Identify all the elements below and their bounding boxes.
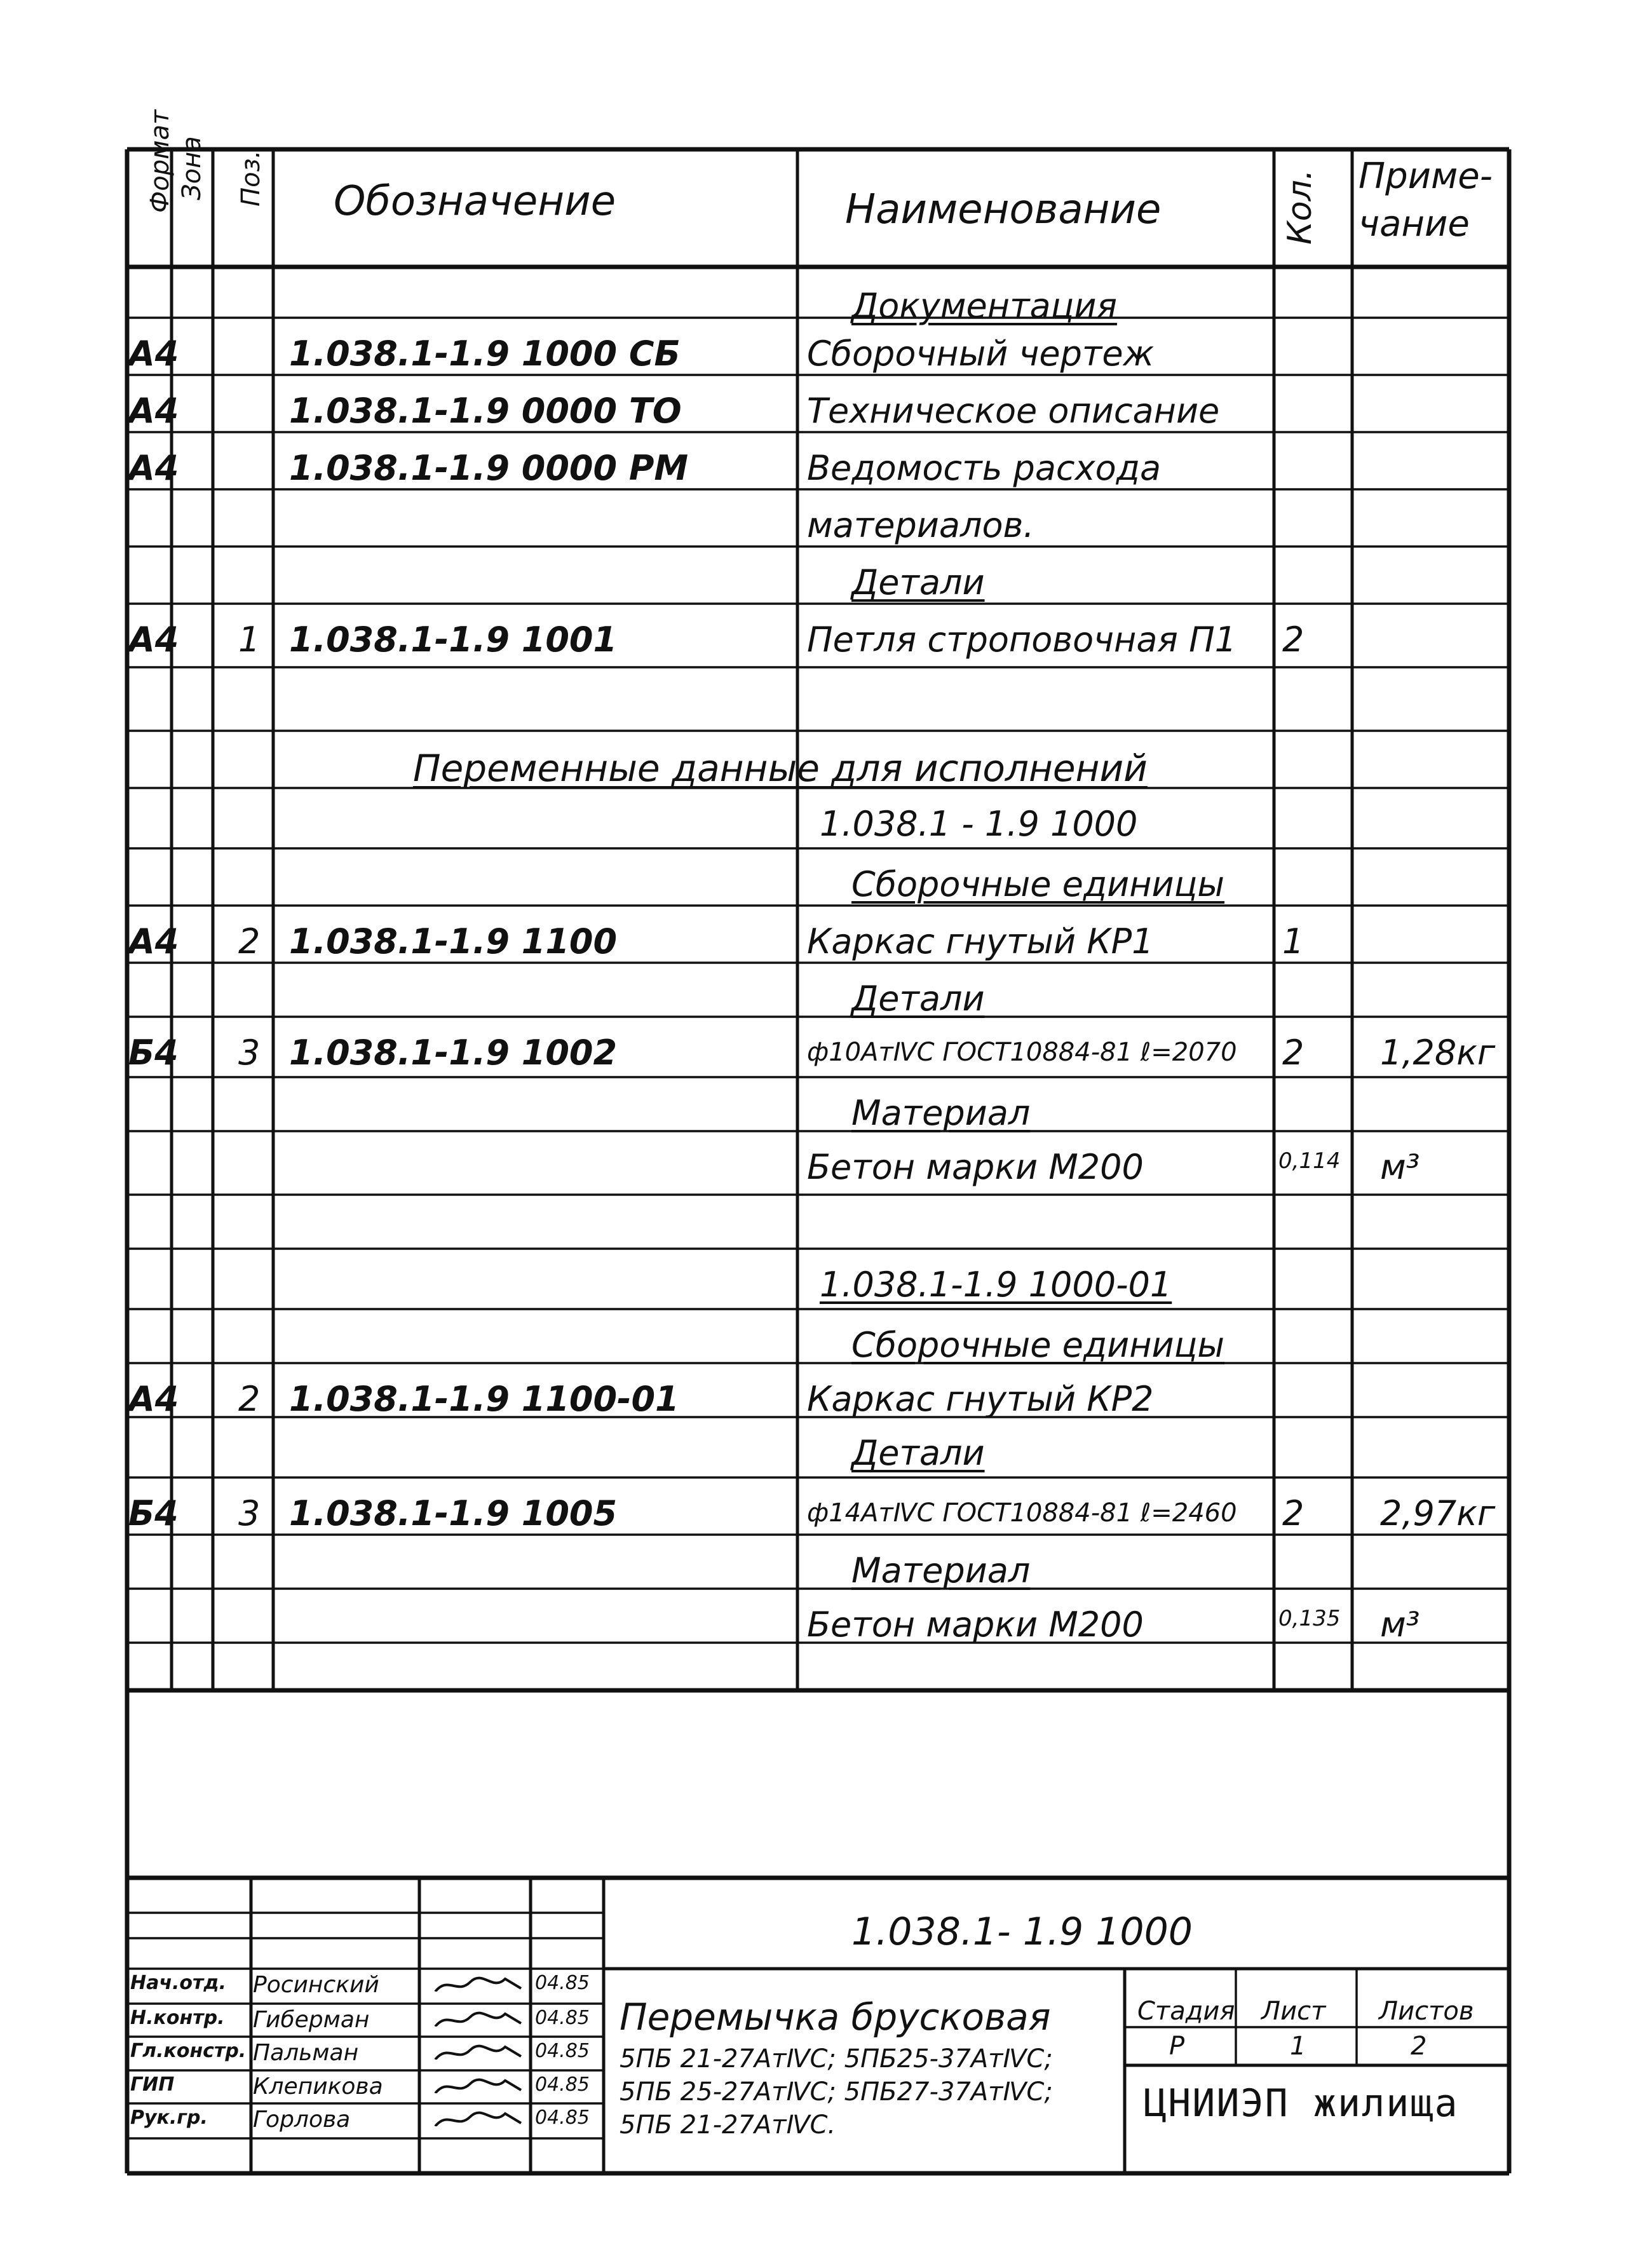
signer-name: Пальман — [253, 2040, 359, 2066]
row-name: Техническое описание — [807, 391, 1220, 431]
row-qty: 2 — [1282, 620, 1304, 660]
row-format: А4 — [128, 1379, 179, 1419]
header-note-line1: Приме- — [1359, 156, 1493, 197]
row-designation: 1.038.1-1.9 0000 ТО — [289, 391, 682, 431]
row-name: Бетон марки М200 — [807, 1605, 1144, 1645]
row-pos: 2 — [238, 1379, 261, 1419]
signature-mark — [432, 2007, 527, 2027]
row-note: 1,28кг — [1380, 1033, 1496, 1073]
signer-role: Рук.гр. — [130, 2107, 208, 2129]
row-qty: 1 — [1282, 921, 1304, 961]
signer-role: Нач.отд. — [130, 1972, 226, 1994]
row-format: А4 — [128, 620, 179, 660]
row-format: А4 — [128, 921, 179, 961]
row-name: ф10АтⅣС ГОСТ10884-81 ℓ=2070 — [807, 1038, 1237, 1067]
header-pos: Поз. — [236, 150, 266, 207]
sheets-value: 2 — [1411, 2032, 1427, 2061]
row-designation: 1.038.1-1.9 1100-01 — [289, 1379, 679, 1419]
product-name: Перемычка брусковая — [620, 1995, 1051, 2039]
sheets-label: Листов — [1379, 1997, 1474, 2026]
sheet-value: 1 — [1290, 2032, 1306, 2061]
variant-2: 5ПБ 25-27АтⅣС; 5ПБ27-37АтⅣС; — [620, 2077, 1053, 2107]
organization: ЦНИИЭП жилища — [1144, 2081, 1459, 2126]
row-name: Бетон марки М200 — [807, 1147, 1144, 1187]
row-format: Б4 — [128, 1033, 179, 1073]
header-name: Наименование — [845, 186, 1162, 233]
row-qty: 2 — [1282, 1493, 1304, 1533]
row-designation: 1.038.1-1.9 1100 — [289, 921, 618, 961]
row-designation: 1.038.1-1.9 1002 — [289, 1033, 618, 1073]
header-designation: Обозначение — [334, 178, 616, 225]
row-name: Материал — [851, 1551, 1031, 1591]
row-format: А4 — [128, 448, 179, 488]
row-name: Петля строповочная П1 — [807, 620, 1237, 660]
signer-role: Н.контр. — [130, 2007, 225, 2029]
row-name: Ведомость расхода — [807, 448, 1162, 488]
header-zone: Зона — [177, 136, 207, 200]
row-qty: 0,114 — [1278, 1148, 1341, 1174]
row-name: Детали — [851, 979, 985, 1019]
row-name: Сборочные единицы — [851, 1325, 1225, 1365]
row-name: ф14АтⅣС ГОСТ10884-81 ℓ=2460 — [807, 1498, 1237, 1528]
row-note: м³ — [1380, 1147, 1420, 1187]
row-name: Сборочный чертеж — [807, 334, 1155, 374]
signature-mark — [432, 2107, 527, 2126]
row-designation: 1.038.1-1.9 0000 РМ — [289, 448, 689, 488]
row-qty: 0,135 — [1278, 1606, 1341, 1631]
header-qty: Кол. — [1281, 169, 1319, 245]
row-pos: 2 — [238, 921, 261, 961]
signer-name: Клепикова — [253, 2074, 383, 2100]
row-format: А4 — [128, 391, 179, 431]
stage-value: Р — [1169, 2032, 1185, 2061]
variant-1: 5ПБ 21-27АтⅣС; 5ПБ25-37АтⅣС; — [620, 2044, 1053, 2074]
signer-date: 04.85 — [535, 1972, 590, 1994]
row-name: Документация — [851, 286, 1117, 326]
row-name: материалов. — [807, 505, 1034, 545]
row-name: Материал — [851, 1093, 1031, 1133]
row-name: Детали — [851, 1433, 985, 1473]
signer-date: 04.85 — [535, 2007, 590, 2029]
signer-role: ГИП — [130, 2074, 175, 2096]
doc-number: 1.038.1- 1.9 1000 — [851, 1910, 1193, 1954]
signer-name: Росинский — [253, 1972, 379, 1998]
row-designation: 1.038.1-1.9 1005 — [289, 1493, 618, 1533]
signature-mark — [432, 1973, 527, 1992]
row-name: Каркас гнутый КР2 — [807, 1379, 1154, 1419]
stage-label: Стадия — [1137, 1997, 1235, 2026]
header-note-line2: чание — [1359, 203, 1470, 245]
variable-data-heading: Переменные данные для исполнений — [413, 747, 1148, 790]
sheet-label: Лист — [1261, 1997, 1326, 2026]
signer-name: Гиберман — [253, 2007, 370, 2033]
row-name: 1.038.1-1.9 1000-01 — [820, 1265, 1172, 1305]
row-designation: 1.038.1-1.9 1000 СБ — [289, 334, 681, 374]
variant-3: 5ПБ 21-27АтⅣС. — [620, 2110, 836, 2140]
row-format: Б4 — [128, 1493, 179, 1533]
row-pos: 3 — [238, 1493, 261, 1533]
header-format: Формат — [146, 109, 175, 213]
row-designation: 1.038.1-1.9 1001 — [289, 620, 618, 660]
row-note: 2,97кг — [1380, 1493, 1496, 1533]
signer-date: 04.85 — [535, 2040, 590, 2062]
signature-mark — [432, 2074, 527, 2093]
signer-role: Гл.констр. — [130, 2040, 247, 2062]
row-pos: 3 — [238, 1033, 261, 1073]
row-name: Детали — [851, 562, 985, 602]
signer-date: 04.85 — [535, 2074, 590, 2096]
row-qty: 2 — [1282, 1033, 1304, 1073]
row-name: Каркас гнутый КР1 — [807, 921, 1154, 961]
signer-name: Горлова — [253, 2107, 351, 2133]
signer-date: 04.85 — [535, 2107, 590, 2129]
row-note: м³ — [1380, 1605, 1420, 1645]
signature-mark — [432, 2041, 527, 2060]
row-name: 1.038.1 - 1.9 1000 — [820, 804, 1138, 844]
row-name: Сборочные единицы — [851, 864, 1225, 904]
row-format: А4 — [128, 334, 179, 374]
row-pos: 1 — [238, 620, 261, 660]
